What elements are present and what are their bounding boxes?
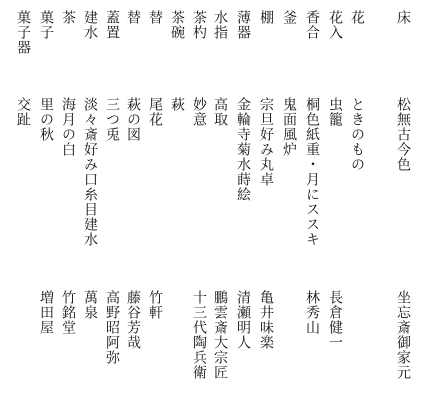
item-label: 蓋置 [104, 10, 120, 40]
item-name: 高取 [212, 97, 228, 127]
item-maker: 萬泉 [82, 290, 98, 320]
item-name: 金輪寺菊水蒔絵 [235, 97, 251, 202]
item-label: 床 [395, 10, 411, 25]
item-maker: 竹銘堂 [60, 290, 76, 335]
item-maker: 林秀山 [304, 290, 320, 335]
item-label: 菓子器 [15, 10, 31, 55]
item-label: 茶碗 [169, 10, 185, 40]
item-label: 釜 [281, 10, 297, 25]
item-label: 棚 [258, 10, 274, 25]
item-name: 萩の図 [125, 97, 141, 142]
item-maker: 亀井味楽 [258, 290, 274, 350]
item-maker: 坐忘斎御家元 [395, 290, 411, 380]
item-name: 交趾 [15, 97, 31, 127]
item-label: 香合 [304, 10, 320, 40]
item-maker: 鵬雲斎大宗匠 [212, 290, 228, 380]
item-maker: 藤谷芳哉 [125, 290, 141, 350]
item-maker: 竹軒 [147, 290, 163, 320]
item-name: ときのもの [349, 97, 365, 172]
item-maker: 十三代陶兵衛 [191, 290, 207, 380]
item-label: 水指 [212, 10, 228, 40]
item-label: 建水 [82, 10, 98, 40]
item-name: 宗旦好み丸卓 [258, 97, 274, 187]
item-label: 薄器 [235, 10, 251, 40]
item-name: 松無古今色 [395, 97, 411, 172]
item-label: 茶杓 [191, 10, 207, 40]
item-label: 花 [349, 10, 365, 25]
item-name: 桐色紙重・月にススキ [304, 97, 320, 247]
item-label: 替 [125, 10, 141, 25]
item-name: 妙意 [191, 97, 207, 127]
item-label: 菓子 [38, 10, 54, 40]
item-name: 尾花 [147, 97, 163, 127]
item-name: 淡々斎好み口糸目建水 [82, 97, 98, 247]
item-maker: 清瀬明人 [235, 290, 251, 350]
item-maker: 長倉健一 [327, 290, 343, 350]
item-name: 萩 [169, 97, 185, 112]
item-name: 海月の白 [60, 97, 76, 157]
item-maker: 増田屋 [38, 290, 54, 335]
item-label: 替 [147, 10, 163, 25]
item-label: 茶 [60, 10, 76, 25]
item-maker: 高野昭阿弥 [104, 290, 120, 365]
item-name: 里の秋 [38, 97, 54, 142]
item-name: 鬼面風炉 [281, 97, 297, 157]
item-name: 三つ兎 [104, 97, 120, 142]
item-label: 花入 [327, 10, 343, 40]
item-name: 虫籠 [327, 97, 343, 127]
